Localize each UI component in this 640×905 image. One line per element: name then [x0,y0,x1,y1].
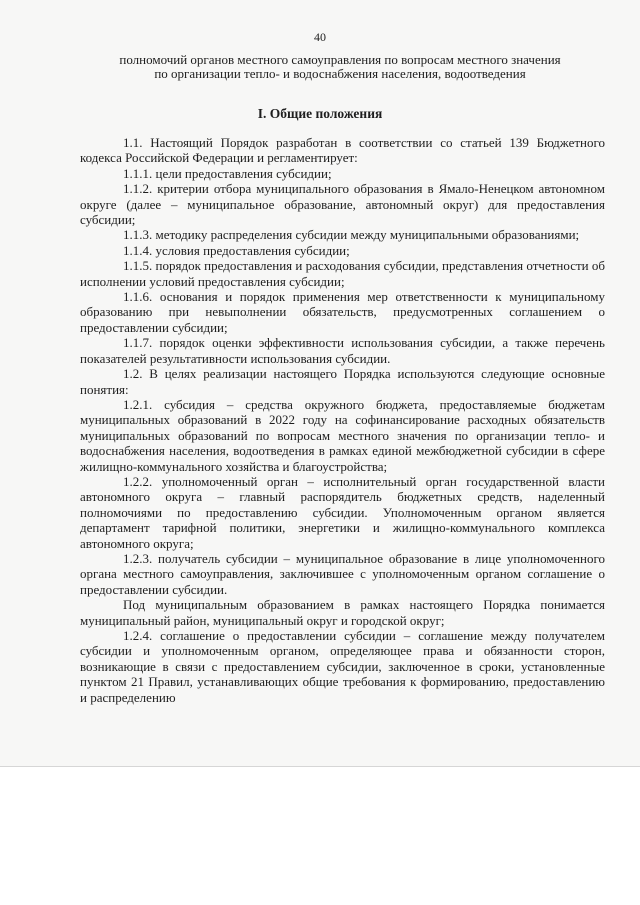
paragraph: 1.1.2. критерии отбора муниципального образования в Ямало-Ненецком автономном округе (далее – муниципальное образование, автономный округ) для предоставления субсидии; [80,181,605,228]
paragraph: 1.1.3. методику распределения субсидии между муниципальными образованиями; [123,227,580,243]
header-line: по организации тепло- и водоснабжения населения, водоотведения [154,66,526,82]
paragraph: 1.1.1. цели предоставления субсидии; [123,165,332,181]
paragraph: 1.2.1. субсидия – средства окружного бюджета, предоставляемые бюджетам муниципальных образований в 2022 году на софинансирование расходных обязательств муниципальных образований по вопросам местного значения по организации тепло- и водоснабжения населения, водоотведения в рамках единой межбюджетной субсидии в сфере жилищно-коммунального хозяйства и благоустройства; [80,396,605,474]
paragraph: 1.1.7. порядок оценки эффективности использования субсидии, а также перечень показателей результативности использования субсидии. [80,335,605,366]
section-title: I. Общие положения [257,106,383,121]
paragraph: 1.1.6. основания и порядок применения мер ответственности к муниципальному образованию при невыполнении обязательств, предусмотренных соглашением о предоставлении субсидии; [80,289,605,335]
paragraph: Под муниципальным образованием в рамках настоящего Порядка понимается муниципальный район, муниципальный округ и городской округ; [80,597,605,628]
paragraph: 1.2.2. уполномоченный орган – исполнительный орган государственной власти автономного округа – главный распорядитель бюджетных средств, наделенный полномочиями по предоставлению субсидии. Уполномоченным органом является департамент тарифной политики, энергетики и жилищно-коммунального комплекса автономного округа; [80,473,605,551]
paragraph: 1.1. Настоящий Порядок разработан в соответствии со статьей 139 Бюджетного кодекса Российской Федерации и регламентирует: [80,135,605,166]
header-line: полномочий органов местного самоуправления по вопросам местного значения [119,52,561,67]
paragraph: 1.1.4. условия предоставления субсидии; [123,242,350,258]
page-number: 40 [314,30,326,44]
paragraph: 1.1.5. порядок предоставления и расходования субсидии, представления отчетности об исполнении условий предоставления субсидии; [80,258,605,289]
paragraph: 1.2.4. соглашение о предоставлении субсидии – соглашение между получателем субсидии и уполномоченным органом, определяющее права и обязанности сторон, возникающие в связи с предоставлением субсидии, заключенное в сроки, установленные пунктом 21 Правил, устанавливающих общие требования к формированию, предоставлению и распределению [80,628,605,705]
paragraph: 1.2.3. получатель субсидии – муниципальное образование в лице уполномоченного органа местного самоуправления, заключившее с уполномоченным органом соглашение о предоставлении субсидии. [80,550,605,597]
document-header [80,53,600,81]
paragraph: 1.2. В целях реализации настоящего Порядка используются следующие основные понятия: [80,366,605,397]
document-body [80,135,605,705]
